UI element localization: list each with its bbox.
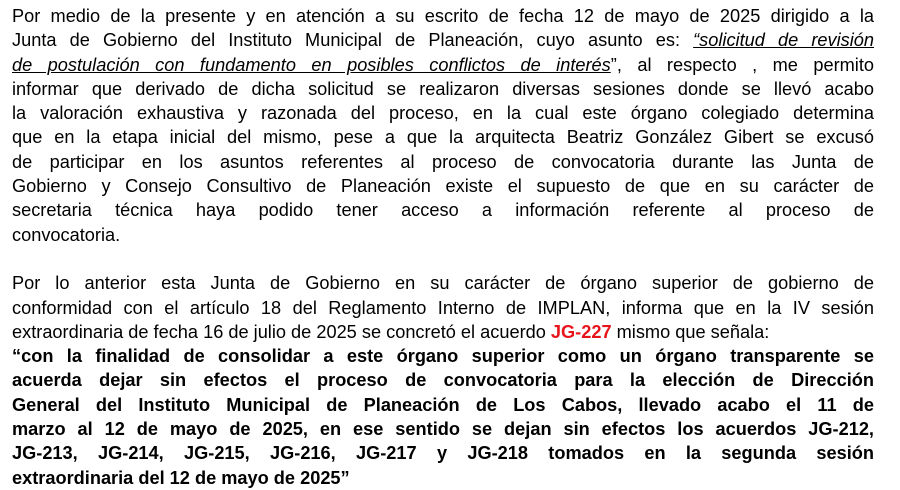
paragraph-1-line-3 xyxy=(12,53,874,77)
agreement-quote-line-2: acuerda dejar sin efectos el proceso de convocatoria para la elección de Dirección xyxy=(12,370,874,391)
paragraph-1-line-2-text: Junta de Gobierno del Instituto Municipal de Planeación, cuyo asunto es: xyxy=(12,30,694,51)
paragraph-1-line-1: Por medio de la presente y en atención a su escrito de fecha 12 de mayo de 2025 dirigido a la xyxy=(12,6,874,26)
paragraph-1-line-4: informar que derivado de dicha solicitud se realizaron diversas sesiones donde se llevó acabo xyxy=(12,78,874,99)
agreement-quote-line-1: “con la finalidad de consolidar a este órgano superior como un órgano transparente se xyxy=(12,346,874,367)
paragraph-1-line-2 xyxy=(12,28,874,52)
agreement-quote-line-3: General del Instituto Municipal de Planeación de Los Cabos, llevado acabo el 11 de xyxy=(12,394,874,415)
agreement-code: JG-227 xyxy=(550,321,612,342)
agreement-quote-line-6: extraordinaria del 12 de mayo de 2025” xyxy=(12,467,350,488)
paragraph-1-line-6: que en la etapa inicial del mismo, pese a que la arquitecta Beatriz González Gibert se excusó xyxy=(12,127,874,148)
paragraph-1-line-9: secretaria técnica haya podido tener acceso a información referente al proceso de xyxy=(12,200,874,221)
paragraph-1-line-7: de participar en los asuntos referentes al proceso de convocatoria durante las Junta de xyxy=(12,151,874,172)
agreement-quote-line-5: JG-213, JG-214, JG-215, JG-216, JG-217 y JG-218 tomados en la segunda sesión xyxy=(12,443,874,464)
paragraph-1-line-10: convocatoria. xyxy=(12,224,121,245)
paragraph-spacer xyxy=(12,247,874,271)
paragraph-2-line-3-tail: mismo que señala: xyxy=(611,321,770,342)
paragraph-agreement xyxy=(12,271,874,490)
agreement-quote-line-4: marzo al 12 de mayo de 2025, en ese sentido se dejan sin efectos los acuerdos JG-212, xyxy=(12,419,874,440)
paragraph-2-line-2: conformidad con el artículo 18 del Reglamento Interno de IMPLAN, informa que en la IV sesión xyxy=(12,297,874,318)
paragraph-1-line-5: la valoración exhaustiva y razonada del proceso, en la cual este órgano colegiado determina xyxy=(12,103,874,124)
paragraph-2-line-1: Por lo anterior esta Junta de Gobierno en su carácter de órgano superior de gobierno de xyxy=(12,273,874,294)
paragraph-1-line-3-text: ”, al respecto , me permito xyxy=(610,54,874,75)
paragraph-2-line-3 xyxy=(12,320,874,344)
paragraph-response-intro xyxy=(12,4,874,247)
request-subject-quote-start: “solicitud de revisión xyxy=(693,30,874,51)
paragraph-1-line-8: Gobierno y Consejo Consultivo de Planeación existe el supuesto de que en su carácter de xyxy=(12,176,874,197)
request-subject-quote-end: de postulación con fundamento en posibles conflictos de interés xyxy=(12,54,611,75)
paragraph-2-line-3-text: extraordinaria de fecha 16 de julio de 2025 se concretó el acuerdo xyxy=(12,321,551,342)
document-page xyxy=(12,4,874,490)
